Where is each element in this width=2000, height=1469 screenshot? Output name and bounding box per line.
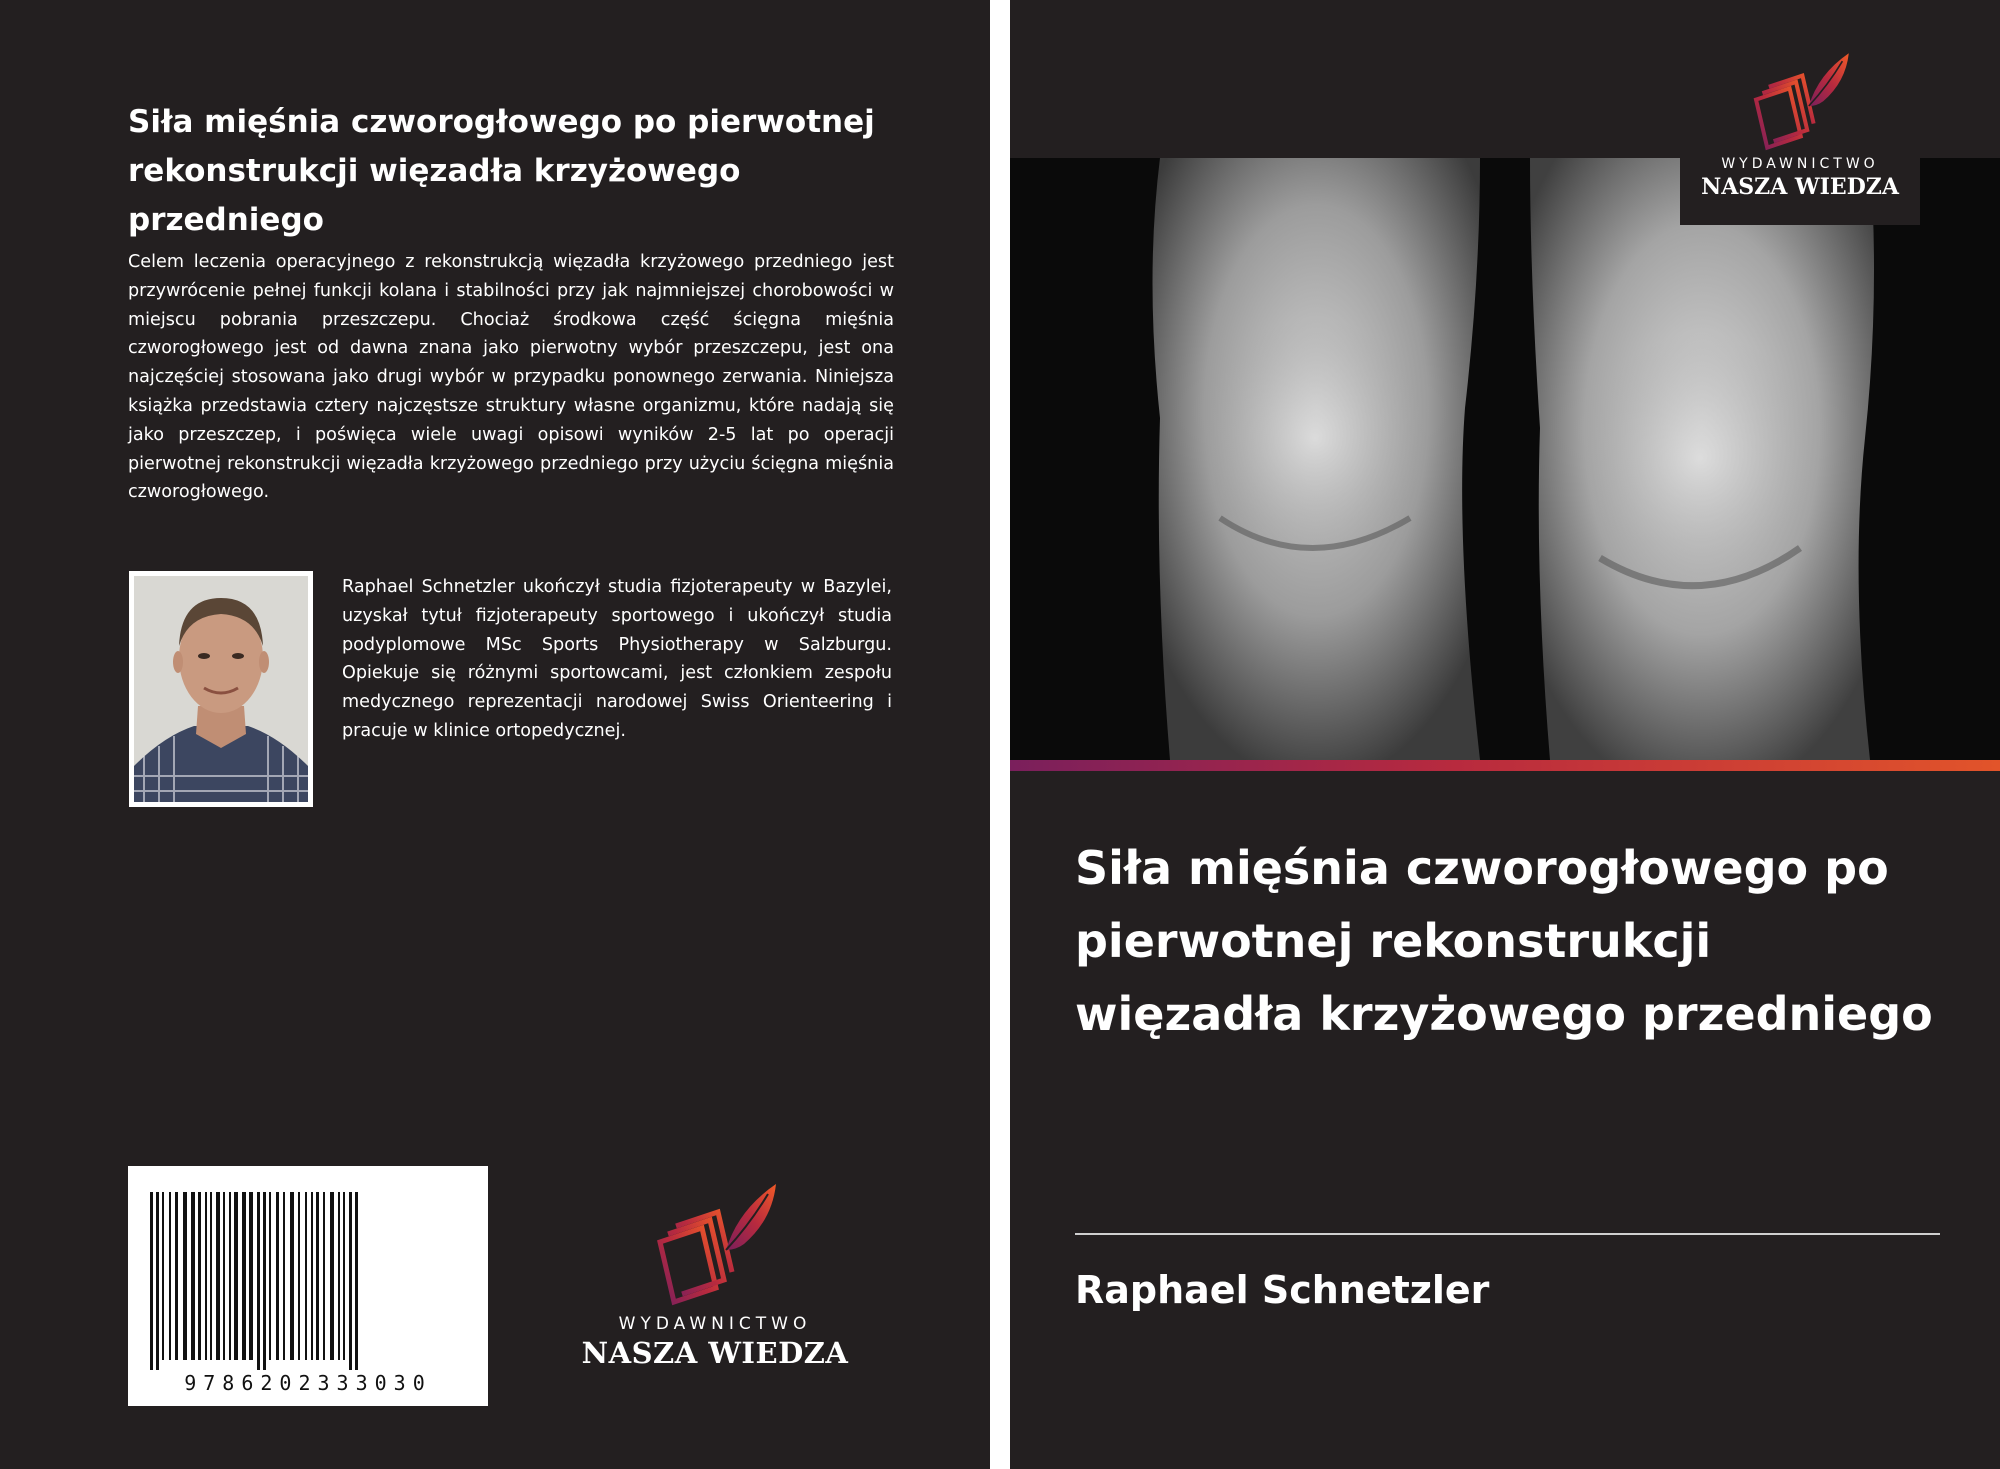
back-cover-title: Siła mięśnia czworogłowego po pierwotnej rekonstrukcji więzadła krzyżowego przedniego xyxy=(128,104,875,238)
book-description: Celem leczenia operacyjnego z rekonstrukcją więzadła krzyżowego przedniego jest przywrócenie pełnej funkcji kolana i stabilności przy jak najmniejszej chorobowości w miejscu pobrania przeszczepu. Chociaż środkowa część ścięgna mięśnia czworogłowego jest od dawna znana jako pierwotny wybór przeszczepu, jest ona najczęściej stosowana jako drugi wybór w przypadku ponownego zerwania. Niniejsza książka przedstawia cztery najczęstsze struktury własne organizmu, które nadają się jako przeszczep, i poświęca wiele uwagi opisowi wyników 2-5 lat po operacji pierwotnej rekonstrukcji więzadła krzyżowego przedniego przy użyciu ścięgna mięśnia czworogłowego. xyxy=(128,252,894,503)
book-quill-icon xyxy=(640,1180,790,1310)
author-bio: Raphael Schnetzler ukończył studia fizjoterapeuty w Bazylei, uzyskał tytuł fizjoterapeuty sportowego i ukończył studia podyplomowe MSc Sports Physiotherapy w Salzburgu. Opiekuje się różnymi sportowcami, jest członkiem zespołu medycznego reprezentacji narodowej Swiss Orienteering i pracuje w klinice ortopedycznej. xyxy=(342,577,892,741)
spine xyxy=(990,0,1010,1469)
publisher-line2: NASZA WIEDZA xyxy=(581,1336,849,1370)
divider xyxy=(1075,1233,1940,1235)
publisher-logo-back xyxy=(560,1180,870,1370)
isbn-barcode xyxy=(128,1166,488,1406)
isbn-digits: 9786202333030 xyxy=(184,1371,432,1395)
front-cover-title: Siła mięśnia czworogłowego po pierwotnej rekonstrukcji więzadła krzyżowego przedniego xyxy=(1075,841,1933,1041)
book-quill-icon xyxy=(1740,50,1860,154)
publisher-line1: WYDAWNICTWO xyxy=(1721,156,1879,172)
publisher-line1: WYDAWNICTWO xyxy=(618,1314,812,1334)
knees-photo xyxy=(1010,158,2000,760)
accent-stripe xyxy=(1010,760,2000,771)
author-name: Raphael Schnetzler xyxy=(1075,1268,1490,1312)
publisher-line2: NASZA WIEDZA xyxy=(1701,174,1899,200)
publisher-logo-box xyxy=(1680,0,1920,225)
back-cover xyxy=(0,0,990,1469)
author-photo xyxy=(129,571,313,807)
front-cover xyxy=(1010,0,2000,1469)
publisher-logo-front xyxy=(1680,50,1920,200)
